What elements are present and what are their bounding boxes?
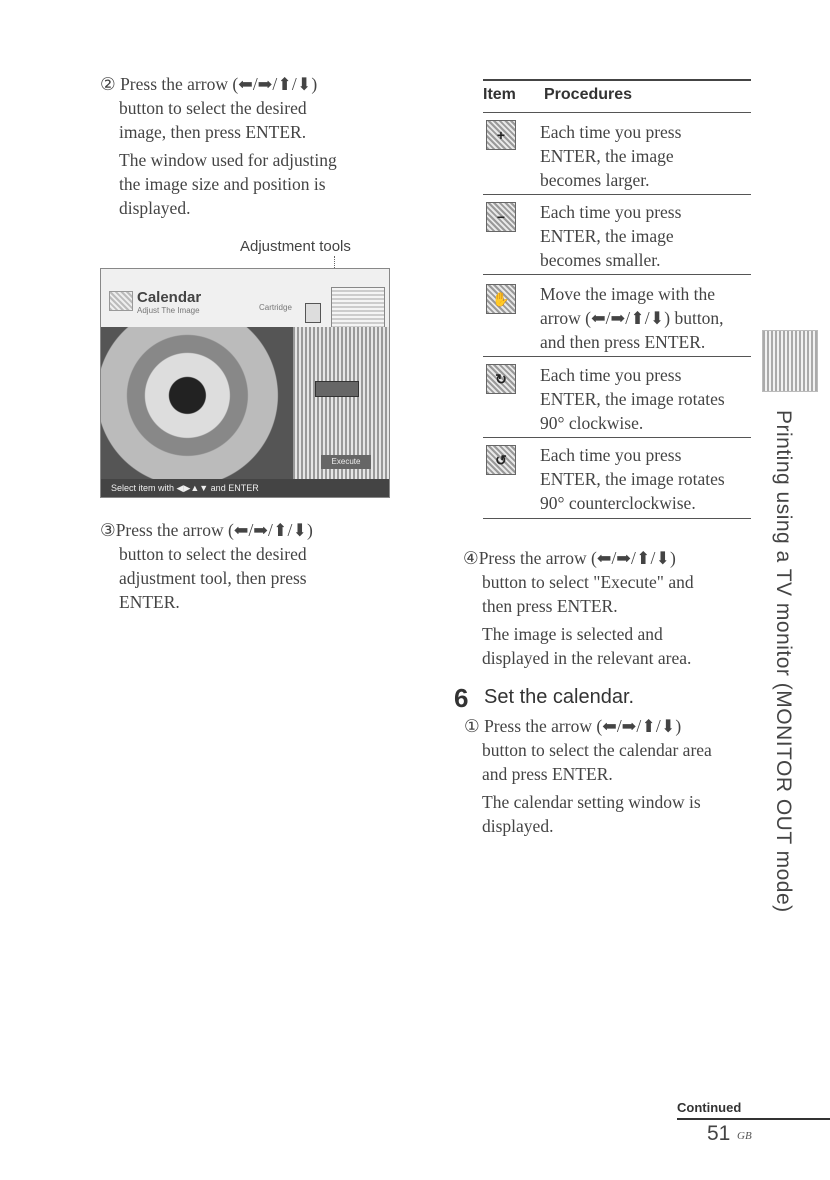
row-4-line-2: ENTER, the image rotates [540, 389, 725, 409]
step-3-line-4: ENTER. [119, 592, 180, 612]
table-row-rule [483, 356, 751, 357]
step-4-line-3: then press ENTER. [482, 596, 618, 616]
row-5-line-3: 90° counterclockwise. [540, 493, 696, 513]
row-2-line-2: ENTER, the image [540, 226, 674, 246]
step-6-desc-line-1: The calendar setting window is [482, 792, 701, 812]
row-1-line-2: ENTER, the image [540, 146, 674, 166]
zoom-in-icon: + [486, 120, 516, 150]
screenshot-status-bar: Select item with ◀▶▲▼ and ENTER [101, 479, 390, 497]
step-6-sub-1-line-2: button to select the calendar area [482, 740, 712, 760]
step-4-line-1: ④Press the arrow (⬅/➡/⬆/⬇) [463, 548, 676, 568]
adjust-image-screenshot [100, 268, 390, 498]
page-number: 51 [707, 1122, 731, 1145]
row-5-line-2: ENTER, the image rotates [540, 469, 725, 489]
screenshot-ok-button [315, 381, 359, 397]
step-2-line-2: button to select the desired [119, 98, 307, 118]
step-3-line-3: adjustment tool, then press [119, 568, 307, 588]
row-2-line-1: Each time you press [540, 202, 682, 222]
step-3-line-2: button to select the desired [119, 544, 307, 564]
table-row-rule [483, 274, 751, 275]
adjustment-tools-callout: Adjustment tools [240, 238, 351, 255]
table-header-item: Item [483, 86, 516, 103]
table-row [540, 443, 752, 515]
step-6-sub-1-line-1: ① Press the arrow (⬅/➡/⬆/⬇) [464, 716, 682, 736]
table-header-rule [483, 112, 751, 113]
screenshot-header [101, 269, 389, 327]
step-3 [100, 518, 400, 614]
section-tab-marker [762, 330, 818, 392]
screenshot-calendar-subtitle: Adjust The Image [137, 306, 200, 315]
step-2-line-3: image, then press ENTER. [119, 122, 307, 142]
row-4-line-1: Each time you press [540, 365, 682, 385]
row-3-line-3: and then press ENTER. [540, 332, 706, 352]
hand-icon: ✋ [486, 284, 516, 314]
row-1-line-3: becomes larger. [540, 170, 650, 190]
row-3-line-2: arrow (⬅/➡/⬆/⬇) button, [540, 308, 724, 328]
step-4-desc-line-1: The image is selected and [482, 624, 663, 644]
table-bottom-rule [483, 518, 751, 519]
continued-label: Continued [677, 1100, 742, 1115]
step-6-sub-1 [464, 714, 764, 838]
step-6-number: 6 [454, 683, 469, 713]
calendar-icon [109, 291, 133, 311]
row-2-line-3: becomes smaller. [540, 250, 661, 270]
table-header-procedures: Procedures [544, 86, 633, 103]
page-number-suffix: GB [737, 1130, 752, 1142]
zoom-out-icon: − [486, 202, 516, 232]
step-4-desc-line-2: displayed in the relevant area. [482, 648, 692, 668]
step-3-line-1: ③Press the arrow (⬅/➡/⬆/⬇) [100, 520, 313, 540]
continued-rule [677, 1118, 830, 1120]
step-2-desc-line-3: displayed. [119, 198, 191, 218]
table-row [540, 120, 752, 192]
step-4-line-2: button to select "Execute" and [482, 572, 694, 592]
step-6-desc-line-2: displayed. [482, 816, 554, 836]
step-2-line-1: ② Press the arrow (⬅/➡/⬆/⬇) [100, 74, 318, 94]
step-6-sub-1-line-3: and press ENTER. [482, 764, 613, 784]
table-row-rule [483, 194, 751, 195]
step-2-desc-line-2: the image size and position is [119, 174, 326, 194]
table-top-rule [483, 79, 751, 81]
row-4-line-3: 90° clockwise. [540, 413, 644, 433]
rotate-clockwise-icon: ↻ [486, 364, 516, 394]
step-6-title: Set the calendar. [484, 686, 635, 708]
row-1-line-1: Each time you press [540, 122, 682, 142]
row-5-line-1: Each time you press [540, 445, 682, 465]
screenshot-execute-button: Execute [321, 455, 371, 469]
rotate-counterclockwise-icon: ↺ [486, 445, 516, 475]
row-3-line-1: Move the image with the [540, 284, 715, 304]
table-row-rule [483, 437, 751, 438]
table-row [540, 282, 752, 354]
step-2 [100, 72, 400, 220]
screenshot-calendar-title: Calendar [137, 289, 202, 306]
screenshot-cartridge-label: Cartridge [259, 303, 292, 312]
section-side-label: Printing using a TV monitor (MONITOR OUT mode) [772, 410, 795, 913]
step-2-desc-line-1: The window used for adjusting [119, 150, 337, 170]
sunflower-photo [101, 327, 293, 479]
step-4 [463, 546, 763, 670]
screenshot-tool-button [305, 303, 321, 323]
table-row [540, 200, 752, 272]
table-row [540, 363, 752, 435]
